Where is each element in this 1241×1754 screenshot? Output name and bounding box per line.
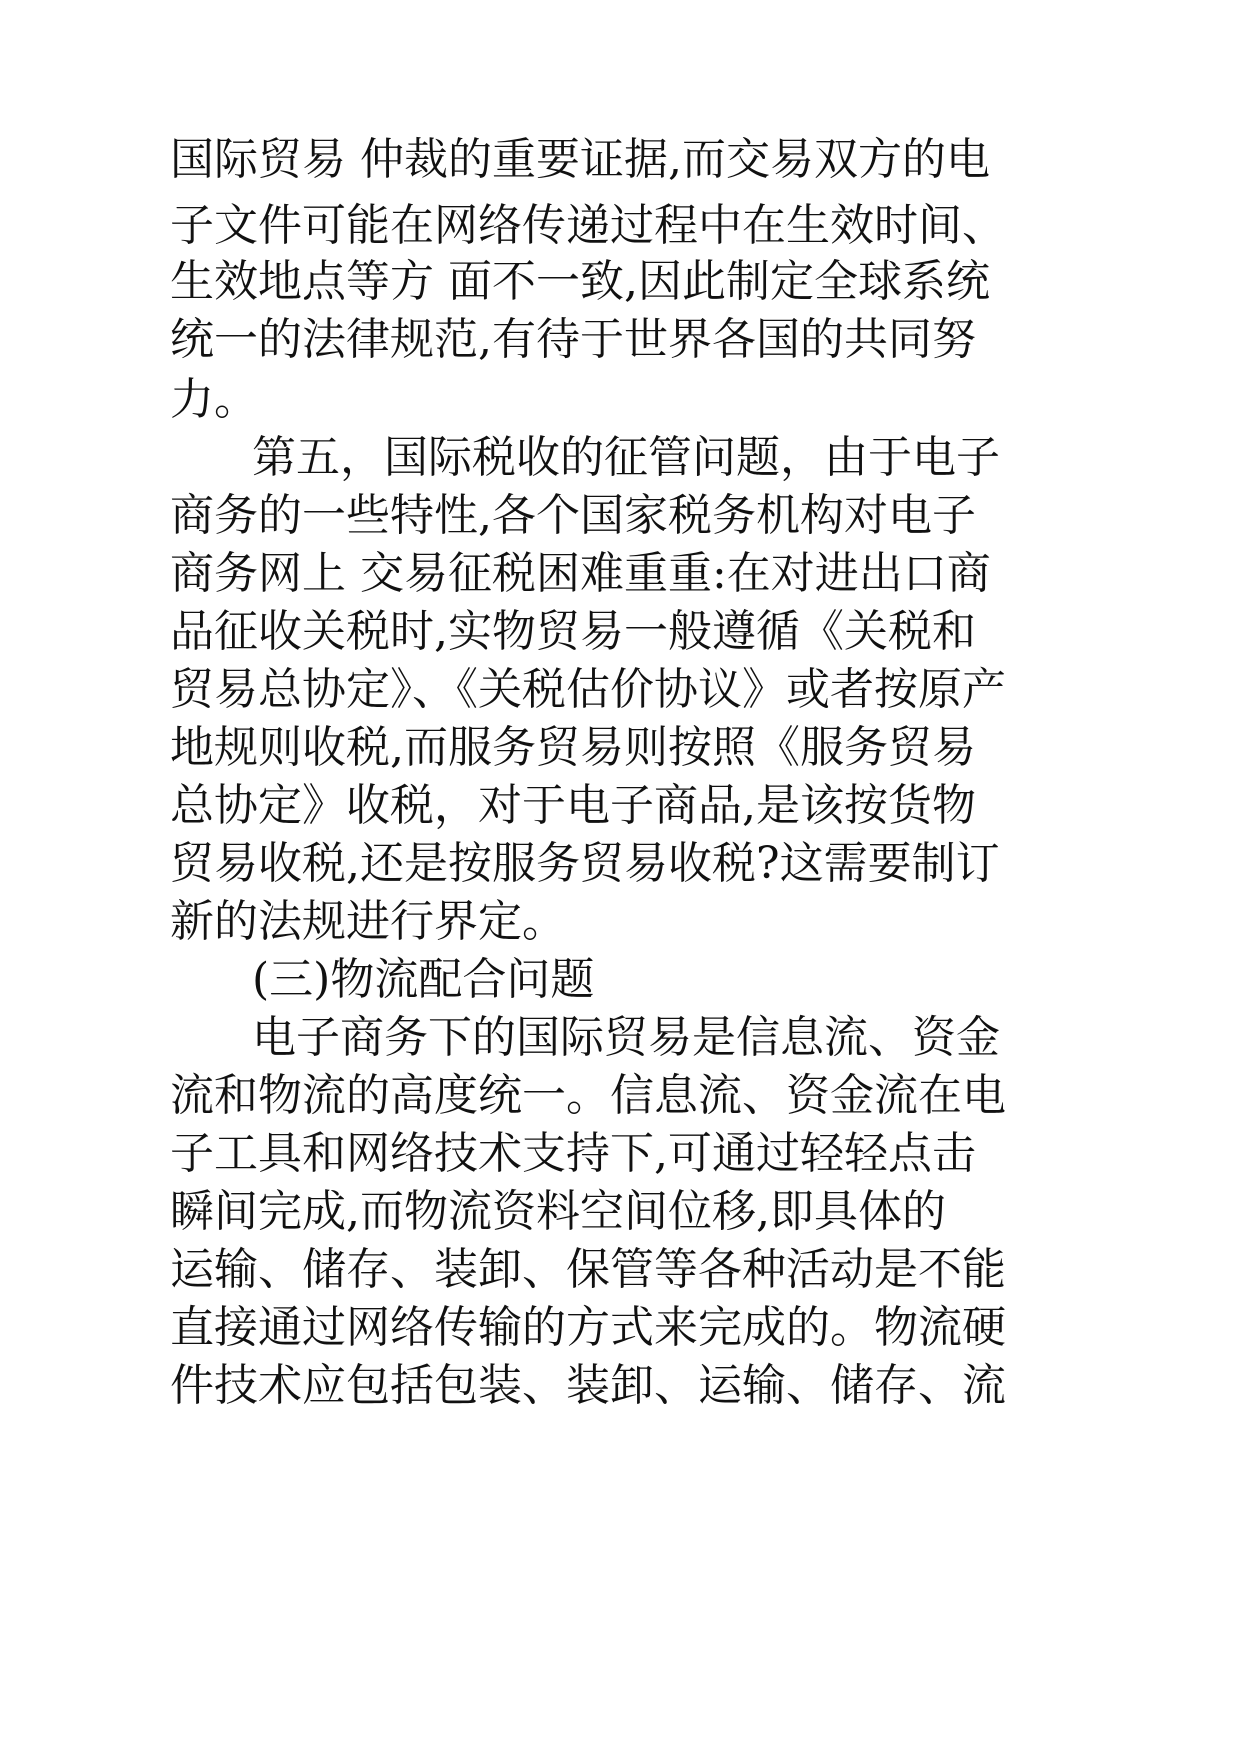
text-line: 件技术应包括包装、装卸、运输、储存、流 [170, 1360, 1006, 1411]
section-heading: (三)物流配合问题 [252, 954, 595, 1005]
text-line: 国际贸易 仲裁的重要证据,而交易双方的电 [170, 134, 990, 185]
text-line: 新的法规进行界定。 [170, 896, 566, 947]
text-line: 子工具和网络技术支持下,可通过轻轻点击 [170, 1128, 976, 1179]
text-line: 瞬间完成,而物流资料空间位移,即具体的 [170, 1186, 946, 1237]
text-line: 第五，国际税收的征管问题，由于电子 [252, 432, 1000, 483]
text-line: 运输、储存、装卸、保管等各种活动是不能 [170, 1244, 1006, 1295]
text-line: 商务网上 交易征税困难重重:在对进出口商 [170, 548, 991, 599]
text-line: 地规则收税,而服务贸易则按照《服务贸易 [170, 722, 976, 773]
text-line: 直接通过网络传输的方式来完成的。物流硬 [170, 1302, 1006, 1353]
text-line: 统一的法律规范,有待于世界各国的共同努 [170, 314, 976, 365]
text-line: 生效地点等方 面不一致,因此制定全球系统 [170, 256, 990, 307]
text-line: 商务的一些特性,各个国家税务机构对电子 [170, 490, 976, 541]
text-line: 流和物流的高度统一。信息流、资金流在电 [170, 1070, 1006, 1121]
text-line: 电子商务下的国际贸易是信息流、资金 [252, 1012, 1000, 1063]
text-line: 贸易总协定》、《关税估价协议》或者按原产 [170, 664, 1006, 715]
text-line: 贸易收税,还是按服务贸易收税?这需要制订 [170, 838, 1000, 889]
text-line: 子文件可能在网络传递过程中在生效时间、 [170, 200, 1006, 251]
text-line: 品征收关税时,实物贸易一般遵循《关税和 [170, 606, 976, 657]
text-line: 力。 [170, 374, 258, 425]
text-line: 总协定》收税，对于电子商品,是该按货物 [170, 780, 976, 831]
